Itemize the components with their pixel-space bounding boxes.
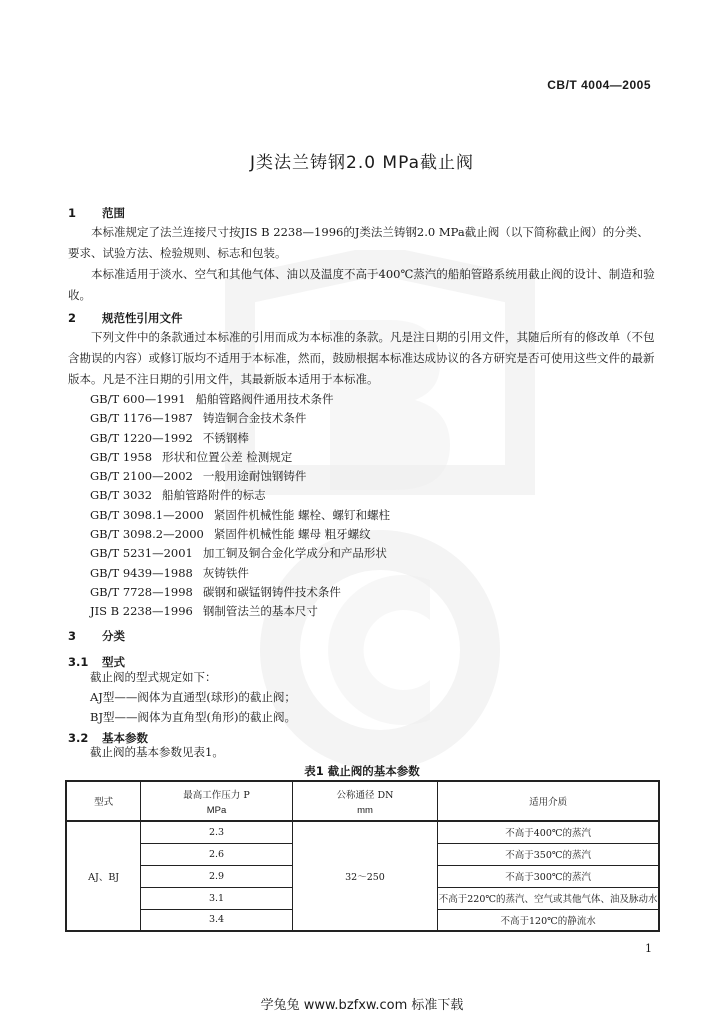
table-header-row bbox=[66, 781, 659, 821]
reference-name: 不锈钢棒 bbox=[202, 430, 249, 445]
reference-code: GB/T 2100—2002 bbox=[90, 469, 193, 484]
reference-code: GB/T 3032 bbox=[90, 488, 153, 503]
reference-item bbox=[90, 429, 390, 448]
section-2-heading bbox=[68, 310, 183, 326]
section-1-number: 1 bbox=[68, 206, 77, 220]
reference-item bbox=[90, 467, 390, 486]
reference-code: GB/T 1220—1992 bbox=[90, 430, 193, 445]
section-3-title: 分类 bbox=[102, 629, 125, 643]
reference-name: 船舶管路附件的标志 bbox=[162, 488, 266, 503]
reference-name: 加工铜及铜合金化学成分和产品形状 bbox=[202, 546, 387, 561]
section-2-intro: 下列文件中的条款通过本标准的引用而成为本标准的条款。凡是注日期的引用文件，其随后所有的修改单（不包含勘误的内容）或修订版均不适用于本标准，然而，鼓励根据本标准达成协议的各方研究是否可使用这些文件的最新版本。凡是不注日期的引用文件，其最新版本适用于本标准。 bbox=[68, 330, 655, 386]
reference-code: GB/T 600—1991 bbox=[90, 392, 186, 406]
reference-name: 船舶管路阀件通用技术条件 bbox=[195, 392, 334, 406]
header-pressure bbox=[141, 781, 292, 821]
parameters-table bbox=[65, 780, 660, 932]
cell-medium: 不高于120℃的静流水 bbox=[438, 909, 659, 931]
reference-name: 紧固件机械性能 螺母 粗牙螺纹 bbox=[213, 527, 371, 542]
header-medium: 适用介质 bbox=[438, 781, 659, 821]
header-pressure-unit: MPa bbox=[206, 804, 227, 816]
section-3-heading bbox=[68, 628, 125, 644]
header-pressure-label: 最高工作压力 P bbox=[183, 789, 250, 801]
header-dn-label: 公称通径 DN bbox=[336, 789, 394, 801]
params-intro-line: 截止阀的基本参数见表1。 bbox=[90, 745, 224, 759]
reference-item bbox=[90, 525, 390, 544]
normative-references-list bbox=[90, 390, 390, 622]
section-1-heading bbox=[68, 205, 125, 221]
reference-name: 铸造铜合金技术条件 bbox=[202, 411, 307, 426]
cell-dn: 32～250 bbox=[292, 821, 437, 931]
reference-item bbox=[90, 583, 390, 602]
page-number: 1 bbox=[645, 942, 652, 955]
reference-name: 碳钢和碳锰钢铸件技术条件 bbox=[202, 584, 341, 599]
type-intro-line: 截止阀的型式规定如下： bbox=[90, 670, 217, 684]
reference-name: 一般用途耐蚀钢铸件 bbox=[202, 469, 307, 484]
cell-medium: 不高于400℃的蒸汽 bbox=[438, 821, 659, 843]
type-aj-line: AJ型——阀体为直通型(球形)的截止阀； bbox=[90, 690, 296, 704]
reference-code: GB/T 1176—1987 bbox=[90, 411, 193, 426]
section-1-paragraph-2: 本标准适用于淡水、空气和其他气体、油以及温度不高于400℃蒸汽的船舶管路系统用截止阀的设计、制造和验收。 bbox=[68, 267, 655, 302]
cell-type: AJ、BJ bbox=[66, 821, 141, 931]
reference-name: 灰铸铁件 bbox=[202, 565, 249, 580]
reference-name: 紧固件机械性能 螺栓、螺钉和螺柱 bbox=[213, 507, 390, 522]
cell-pressure: 3.1 bbox=[141, 887, 292, 909]
header-dn-unit: mm bbox=[357, 804, 373, 816]
reference-code: GB/T 3098.2—2000 bbox=[90, 527, 204, 542]
reference-item bbox=[90, 544, 390, 563]
header-dn bbox=[292, 781, 437, 821]
reference-item bbox=[90, 448, 390, 467]
footer-site-link[interactable]: 学兔兔 www.bzfxw.com 标准下载 bbox=[260, 998, 464, 1013]
reference-item bbox=[90, 602, 390, 621]
type-bj-line: BJ型——阀体为直角型(角形)的截止阀。 bbox=[90, 710, 297, 724]
cell-pressure: 2.9 bbox=[141, 865, 292, 887]
page-title: J类法兰铸钢2.0 MPa截止阀 bbox=[249, 153, 475, 173]
section-1-paragraph-1: 本标准规定了法兰连接尺寸按JIS B 2238—1996的J类法兰铸钢2.0 MPa截止阀（以下简称截止阀）的分类、要求、试验方法、检验规则、标志和包装。 bbox=[68, 225, 649, 260]
reference-item bbox=[90, 409, 390, 428]
cell-medium: 不高于220℃的蒸汽、空气或其他气体、油及脉动水 bbox=[438, 887, 659, 909]
reference-item bbox=[90, 486, 390, 505]
reference-name: 钢制管法兰的基本尺寸 bbox=[202, 604, 318, 619]
table-row bbox=[66, 821, 659, 843]
cell-medium: 不高于300℃的蒸汽 bbox=[438, 865, 659, 887]
reference-name: 形状和位置公差 检测规定 bbox=[162, 449, 293, 464]
section-2-number: 2 bbox=[68, 311, 77, 325]
reference-code: GB/T 7728—1998 bbox=[90, 584, 193, 599]
cell-medium: 不高于350℃的蒸汽 bbox=[438, 843, 659, 865]
cell-pressure: 2.6 bbox=[141, 843, 292, 865]
section-2-title: 规范性引用文件 bbox=[102, 311, 183, 325]
section-3-1-title: 型式 bbox=[102, 655, 125, 669]
reference-code: GB/T 1958 bbox=[90, 449, 153, 464]
section-3-1-number: 3.1 bbox=[68, 655, 89, 669]
section-3-number: 3 bbox=[68, 629, 77, 643]
reference-code: JIS B 2238—1996 bbox=[90, 604, 193, 619]
reference-code: GB/T 9439—1988 bbox=[90, 565, 193, 580]
section-1-title: 范围 bbox=[102, 206, 125, 220]
cell-pressure: 2.3 bbox=[141, 821, 292, 843]
reference-code: GB/T 5231—2001 bbox=[90, 546, 193, 561]
section-3-2-title: 基本参数 bbox=[102, 731, 148, 745]
header-type: 型式 bbox=[66, 781, 141, 821]
cell-pressure: 3.4 bbox=[141, 909, 292, 931]
reference-code: GB/T 3098.1—2000 bbox=[90, 507, 204, 522]
reference-item bbox=[90, 390, 390, 409]
standard-code: CB/T 4004—2005 bbox=[547, 78, 651, 92]
reference-item bbox=[90, 506, 390, 525]
table-caption: 表1 截止阀的基本参数 bbox=[304, 764, 420, 778]
reference-item bbox=[90, 564, 390, 583]
section-3-2-number: 3.2 bbox=[68, 731, 89, 745]
